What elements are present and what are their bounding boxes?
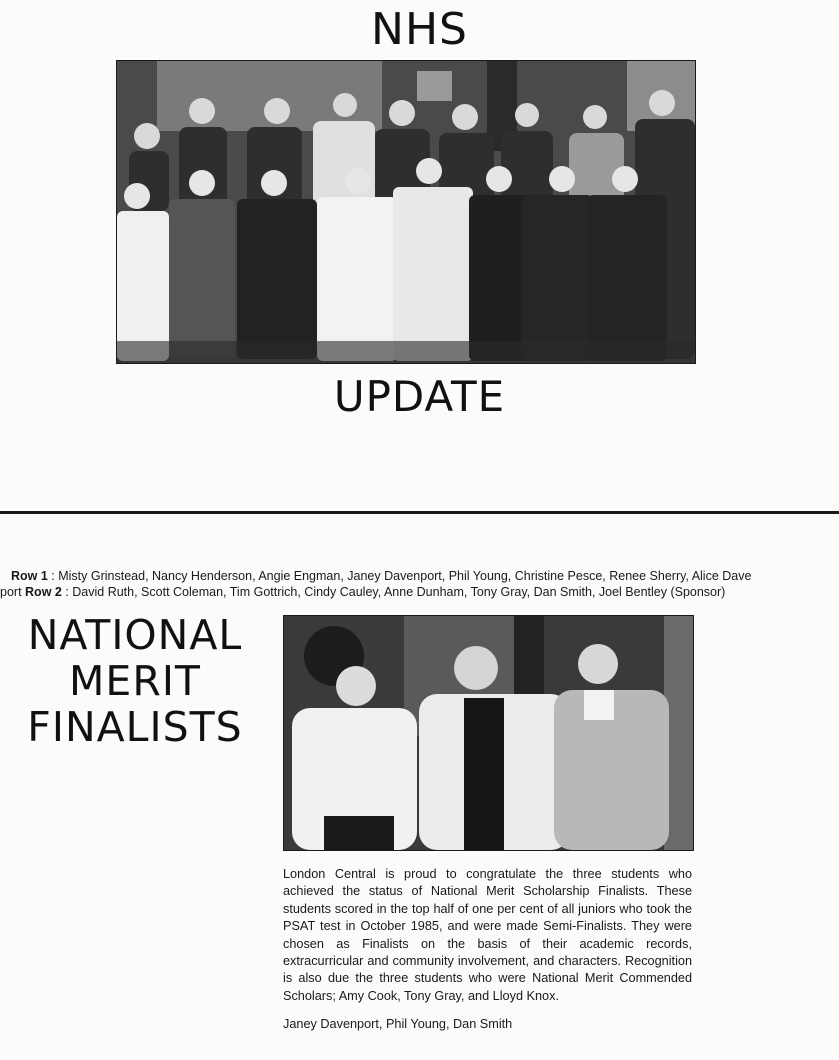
title-line-2: MERIT: [69, 657, 201, 705]
row-2-prefix: port: [0, 585, 22, 599]
caption-row-1: [0, 568, 839, 584]
title-line-3: FINALISTS: [27, 703, 243, 751]
nhs-title: NHS: [371, 4, 468, 55]
finalists-description: London Central is proud to congratulate the three students who achieved the status of National Merit Scholarship Finalists. These students scored in the top half of one per cent of all juniors who took the PSAT test in October 1985, and were made Semi-Finalists. They were chosen as Finalists on the basis of their academic records, extracurricular and community involvement, and characters. Recognition is also due the three students who were National Merit Commended Scholars; Amy Cook, Tony Gray, and Lloyd Knox.: [283, 867, 692, 1003]
section-divider: [0, 511, 839, 514]
nhs-group-photo: [116, 60, 696, 364]
finalists-names: Janey Davenport, Phil Young, Dan Smith: [283, 1017, 513, 1031]
finalists-photo: [283, 615, 694, 851]
row-2-label: Row 2: [25, 585, 62, 599]
national-merit-finalists-title: [0, 612, 270, 750]
nhs-photo-caption: [0, 568, 839, 600]
row-1-label: Row 1: [11, 569, 48, 583]
update-title: UPDATE: [333, 372, 506, 421]
row-1-names: : Misty Grinstead, Nancy Henderson, Angie Engman, Janey Davenport, Phil Young, Christine Pesce, Renee Sherry, Alice Dave: [51, 569, 752, 583]
row-2-names: : David Ruth, Scott Coleman, Tim Gottrich, Cindy Cauley, Anne Dunham, Tony Gray, Dan Smith, Joel Bentley (Sponsor): [65, 585, 726, 599]
title-line-1: NATIONAL: [27, 611, 243, 659]
caption-row-2: [0, 584, 839, 600]
